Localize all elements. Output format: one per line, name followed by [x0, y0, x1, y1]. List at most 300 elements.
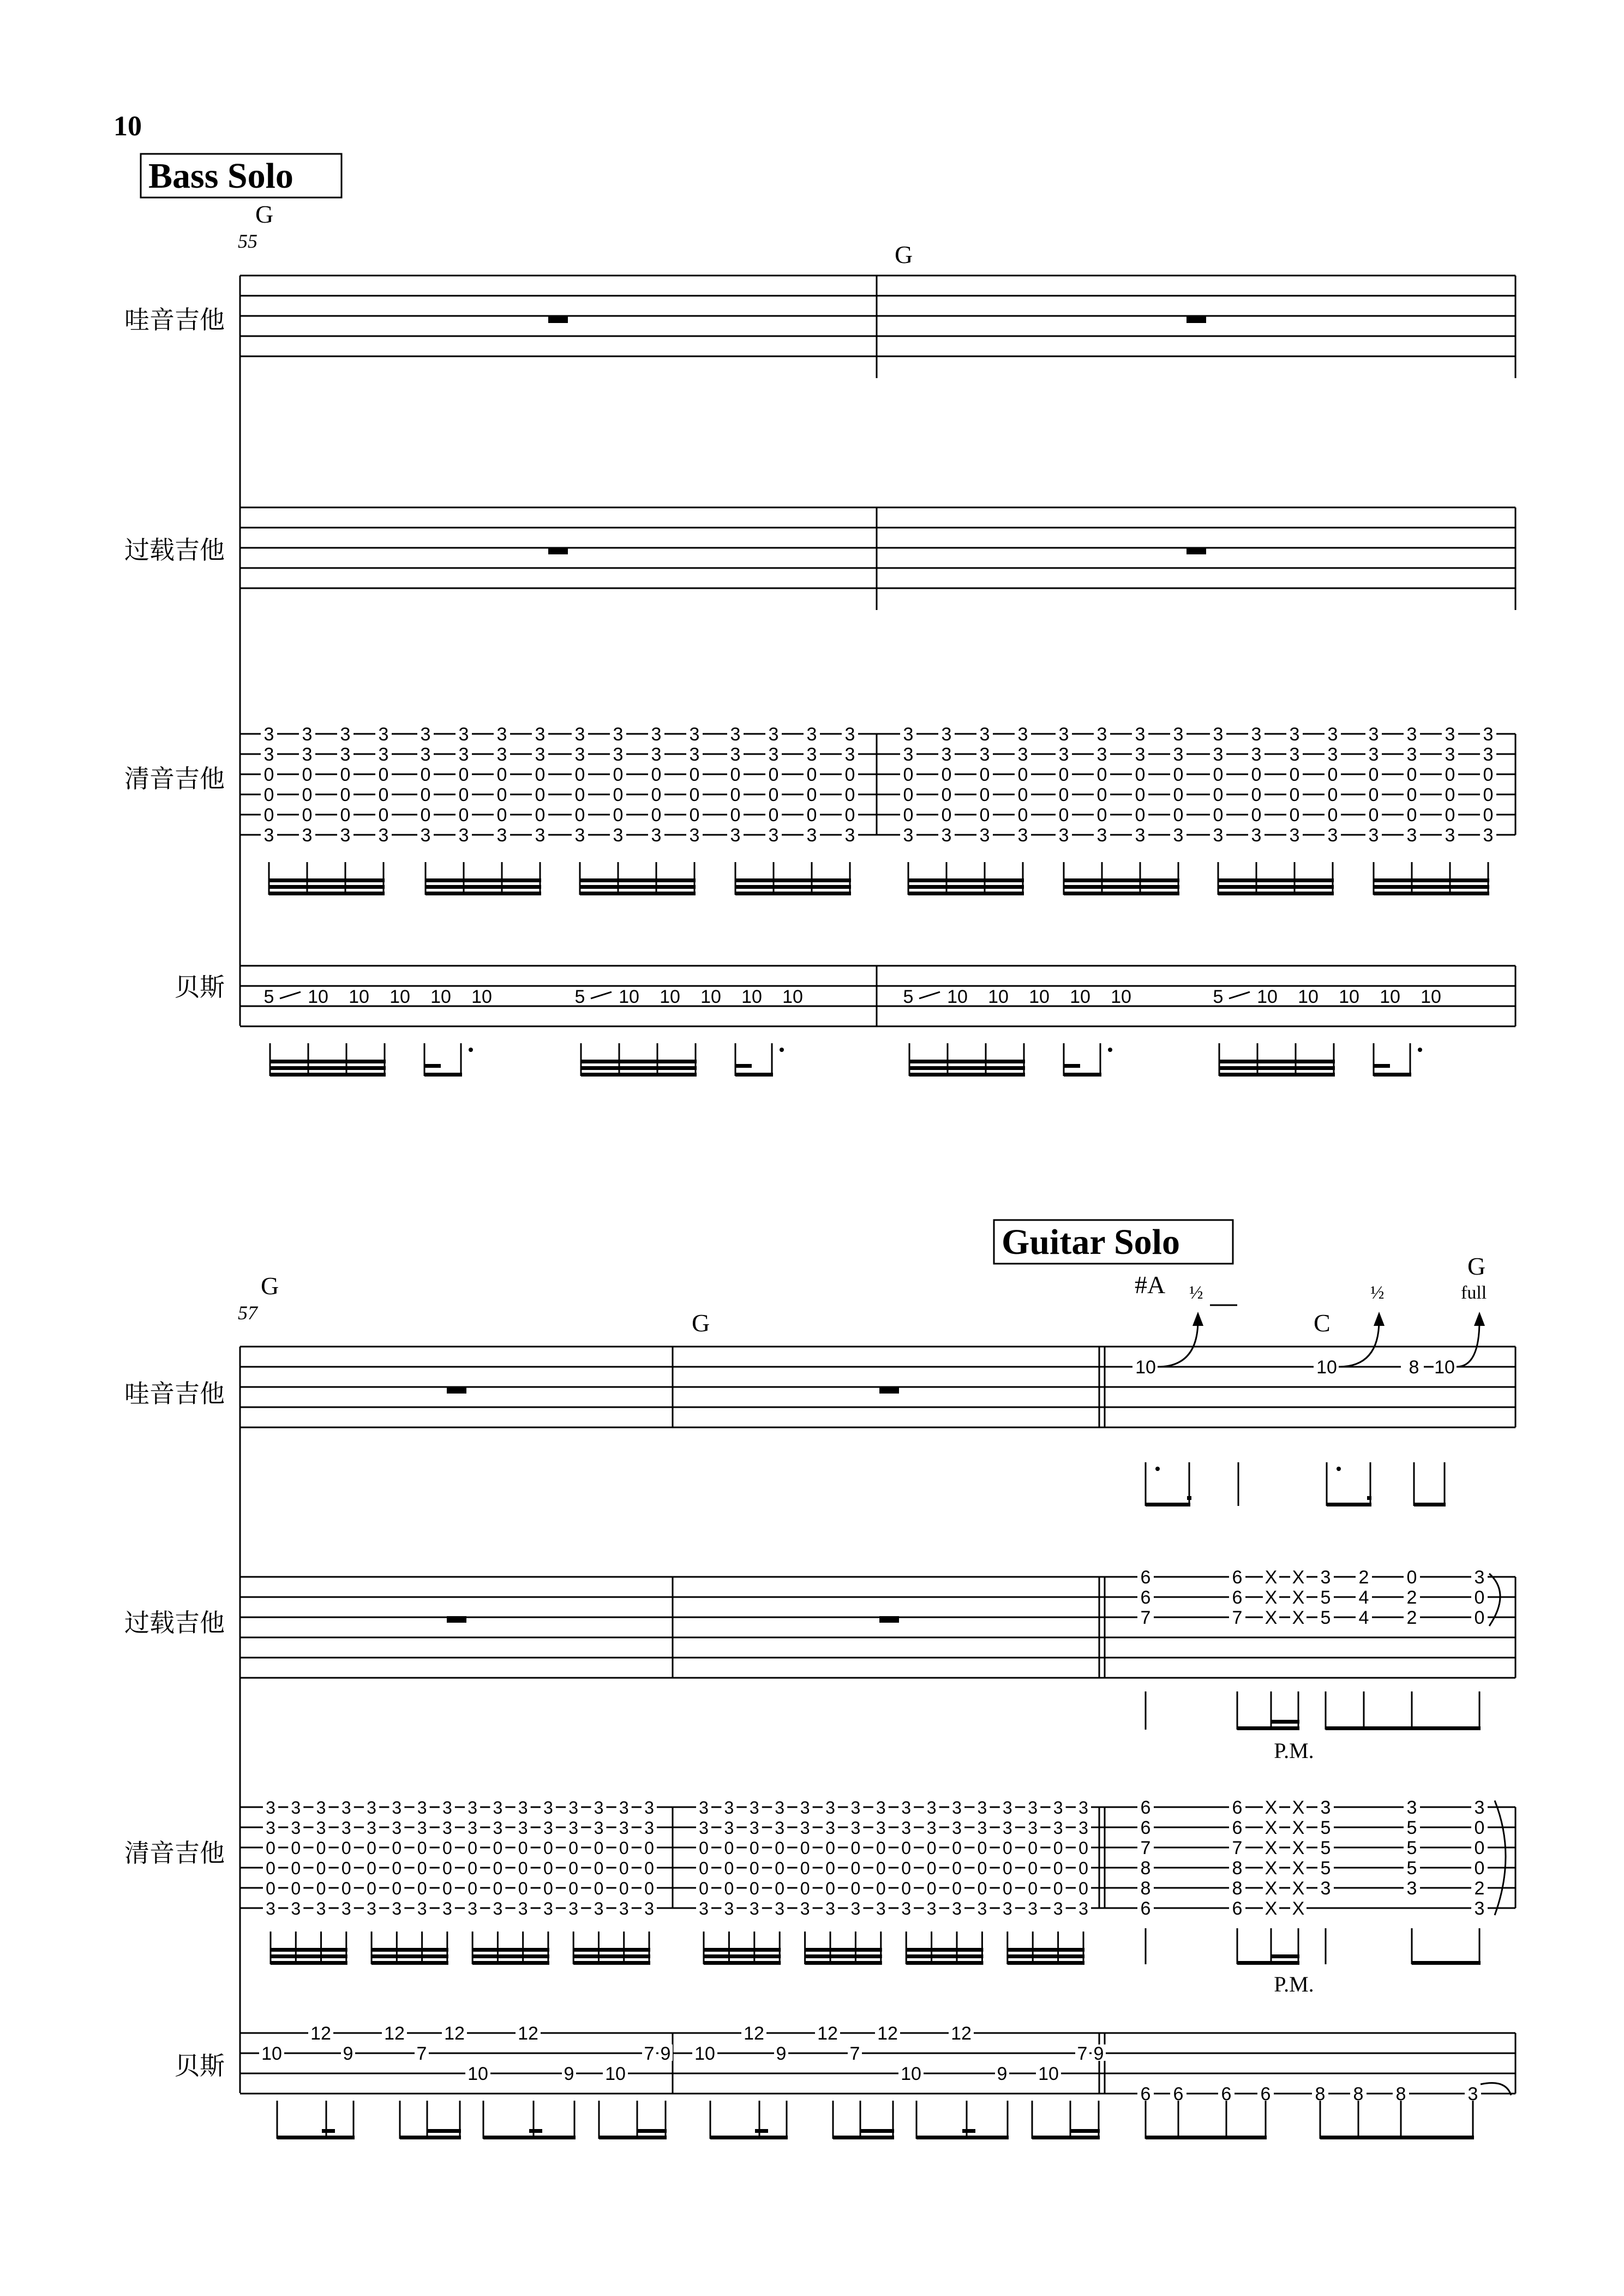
- fret-number: 3: [316, 1899, 326, 1918]
- bend-label: full: [1461, 1283, 1487, 1303]
- system-1: [124, 154, 1515, 1077]
- fret-number: 3: [775, 1798, 785, 1817]
- fret-number: 0: [568, 1879, 579, 1898]
- fret-number: 8: [1409, 1357, 1419, 1378]
- note-beam: [400, 2136, 461, 2139]
- fret-number: 0: [1135, 764, 1146, 785]
- fret-number: 12: [951, 2023, 972, 2044]
- fret-number: 0: [1078, 1838, 1088, 1858]
- fret-number: 3: [903, 744, 914, 765]
- fret-number: 0: [420, 785, 431, 805]
- fret-number: 0: [1474, 1587, 1485, 1608]
- fret-number: 3: [518, 1899, 528, 1918]
- fret-number: 0: [1406, 1567, 1417, 1588]
- fret-number: 3: [979, 744, 990, 765]
- note-beam: [1374, 1064, 1390, 1068]
- fret-number: 10: [349, 986, 369, 1007]
- fret-number: 10: [1339, 986, 1359, 1007]
- fret-number: 3: [1213, 825, 1224, 846]
- fret-number: 0: [392, 1838, 402, 1858]
- fret-number: 3: [1173, 724, 1184, 745]
- measure-rest: [879, 1616, 899, 1623]
- note-beam: [962, 2129, 975, 2133]
- note-beam: [271, 1961, 347, 1965]
- fret-number: 3: [367, 1899, 376, 1918]
- fret-number: 7: [1140, 1838, 1151, 1858]
- fret-number: 3: [263, 724, 274, 745]
- note-beam: [1032, 2136, 1100, 2139]
- fret-number: 3: [749, 1818, 759, 1838]
- note-beam: [573, 1961, 650, 1965]
- fret-number: X: [1292, 1878, 1305, 1899]
- fret-number: 0: [1483, 805, 1494, 826]
- fret-number: 12: [444, 2023, 465, 2044]
- fret-number: 10: [660, 986, 680, 1007]
- fret-number: 3: [568, 1818, 579, 1838]
- fret-number: 3: [594, 1899, 604, 1918]
- fret-number: 3: [316, 1798, 326, 1817]
- fret-number: 0: [316, 1879, 326, 1898]
- fret-number: 0: [594, 1858, 604, 1878]
- fret-number: 0: [493, 1838, 503, 1858]
- fret-number: X: [1265, 1838, 1278, 1858]
- fret-number: 3: [1445, 744, 1455, 765]
- fret-number: 3: [302, 825, 313, 846]
- note-beam: [833, 2136, 894, 2139]
- fret-number: X: [1292, 1858, 1305, 1879]
- note-beam: [1367, 1496, 1371, 1500]
- fret-number: 0: [1406, 785, 1417, 805]
- fret-number: 12: [310, 2023, 331, 2044]
- fret-number: 0: [543, 1838, 553, 1858]
- fret-number: 3: [800, 1899, 810, 1918]
- dot: [1155, 1467, 1160, 1471]
- bend-arrow-head: [1474, 1312, 1485, 1326]
- fret-number: 3: [468, 1899, 478, 1918]
- note-beam: [1219, 1066, 1335, 1070]
- fret-number: 0: [302, 805, 313, 826]
- fret-number: 0: [493, 1879, 503, 1898]
- fret-number: 0: [977, 1858, 987, 1878]
- fret-number: 3: [1406, 744, 1417, 765]
- fret-number: 0: [1368, 764, 1379, 785]
- note-beam: [573, 1954, 650, 1958]
- fret-number: 0: [316, 1838, 326, 1858]
- fret-number: 0: [977, 1879, 987, 1898]
- fret-number: 0: [1028, 1838, 1038, 1858]
- fret-number: 5: [1320, 1607, 1331, 1628]
- note-beam: [1064, 878, 1179, 882]
- fret-number: 3: [844, 724, 855, 745]
- measure-rest: [447, 1616, 466, 1623]
- note-beam: [580, 892, 696, 895]
- fret-number: 5: [1213, 986, 1224, 1007]
- fret-number: 3: [1002, 1899, 1012, 1918]
- fret-number: 6: [1173, 2084, 1184, 2104]
- fret-number: 6: [1232, 1567, 1243, 1588]
- note-beam: [424, 1064, 441, 1068]
- note-beam: [1219, 1060, 1335, 1063]
- fret-number: 3: [1251, 744, 1262, 765]
- fret-number: 3: [1078, 1798, 1088, 1817]
- fret-number: 0: [850, 1879, 861, 1898]
- fret-number: 3: [493, 1818, 503, 1838]
- note-beam: [1008, 1954, 1084, 1958]
- fret-number: 0: [979, 764, 990, 785]
- fret-number: 6: [1260, 2084, 1271, 2104]
- fret-number: 3: [903, 724, 914, 745]
- palm-mute-label: P.M.: [1274, 1972, 1314, 1996]
- note-beam: [426, 878, 541, 882]
- fret-number: 0: [952, 1838, 962, 1858]
- fret-number: 0: [468, 1838, 478, 1858]
- note-beam: [735, 878, 851, 882]
- bend-arrow-head: [1374, 1312, 1385, 1326]
- note-beam: [916, 2136, 1009, 2139]
- fret-number: 0: [594, 1879, 604, 1898]
- fret-number: 0: [1251, 805, 1262, 826]
- note-beam: [908, 892, 1024, 895]
- fret-number: 10: [700, 986, 721, 1007]
- note-beam: [1237, 1961, 1299, 1965]
- fret-number: 0: [749, 1879, 759, 1898]
- note-beam: [472, 1954, 549, 1958]
- fret-number: 3: [1017, 825, 1028, 846]
- measure-rest: [447, 1387, 466, 1394]
- fret-number: 0: [768, 805, 779, 826]
- fret-number: 0: [844, 764, 855, 785]
- fret-number: 0: [378, 764, 389, 785]
- fret-number: 0: [1445, 785, 1455, 805]
- fret-number: 3: [1213, 724, 1224, 745]
- fret-number: 10: [1421, 986, 1441, 1007]
- fret-number: 3: [442, 1798, 452, 1817]
- fret-number: 3: [724, 1899, 734, 1918]
- fret-number: 3: [266, 1798, 275, 1817]
- fret-number: 0: [496, 764, 507, 785]
- fret-number: 10: [1029, 986, 1050, 1007]
- fret-number: 10: [619, 986, 639, 1007]
- fret-number: 3: [768, 724, 779, 745]
- note-beam: [581, 1066, 697, 1070]
- fret-number: 0: [876, 1879, 886, 1898]
- fret-number: 3: [689, 825, 700, 846]
- fret-number: 0: [1474, 1607, 1485, 1628]
- fret-number: 3: [1251, 825, 1262, 846]
- fret-number: 3: [619, 1899, 629, 1918]
- fret-number: 0: [775, 1838, 785, 1858]
- bend-arrow: [1339, 1320, 1379, 1367]
- fret-number: 3: [1173, 744, 1184, 765]
- fret-number: 0: [1053, 1838, 1063, 1858]
- fret-number: 3: [543, 1798, 553, 1817]
- fret-number: 3: [302, 744, 313, 765]
- fret-number: 3: [1327, 744, 1338, 765]
- fret-number: 3: [378, 724, 389, 745]
- note-beam: [269, 878, 385, 882]
- fret-number: 3: [1173, 825, 1184, 846]
- note-beam: [1219, 1073, 1335, 1077]
- note-beam: [269, 892, 385, 895]
- measure-number: 57: [238, 1302, 257, 1324]
- fret-number: X: [1265, 1898, 1278, 1919]
- tie-mark: [1489, 1574, 1500, 1626]
- fret-number: 3: [1320, 1797, 1331, 1818]
- fret-number: X: [1265, 1858, 1278, 1879]
- fret-number: 10: [1070, 986, 1090, 1007]
- fret-number: 7: [849, 2043, 860, 2064]
- note-beam: [1146, 1503, 1190, 1506]
- note-beam: [472, 1961, 549, 1965]
- fret-number: 3: [1251, 724, 1262, 745]
- fret-number: 0: [1002, 1838, 1012, 1858]
- chord-symbol: G: [895, 241, 913, 268]
- fret-number: 3: [535, 724, 546, 745]
- bend-arrow: [1158, 1320, 1198, 1367]
- fret-number: 3: [768, 744, 779, 765]
- system-2: [124, 1220, 1515, 2139]
- fret-number: 3: [1078, 1899, 1088, 1918]
- note-beam: [271, 1954, 347, 1958]
- fret-number: 3: [1474, 1898, 1485, 1919]
- note-beam: [1146, 2136, 1267, 2139]
- note-beam: [1320, 2136, 1474, 2139]
- fret-number: 0: [613, 805, 624, 826]
- fret-number: 0: [468, 1879, 478, 1898]
- fret-number: 0: [651, 785, 662, 805]
- fret-number: 6: [1232, 1898, 1243, 1919]
- note-beam: [1218, 892, 1334, 895]
- fret-number: 3: [825, 1818, 835, 1838]
- fret-number: 3: [1406, 1797, 1417, 1818]
- fret-number: 3: [1289, 744, 1300, 765]
- fret-number: 0: [291, 1838, 301, 1858]
- chord-symbol: C: [1314, 1309, 1331, 1337]
- fret-number: 0: [574, 785, 585, 805]
- fret-number: 10: [694, 2043, 715, 2064]
- note-beam: [704, 1961, 781, 1965]
- fret-number: 3: [1053, 1798, 1063, 1817]
- fret-number: 3: [1096, 744, 1107, 765]
- fret-number: 3: [613, 744, 624, 765]
- fret-number: 0: [367, 1838, 376, 1858]
- fret-number: 0: [1173, 785, 1184, 805]
- fret-number: 5: [1406, 1858, 1417, 1879]
- fret-number: 3: [518, 1798, 528, 1817]
- dot: [1418, 1048, 1422, 1052]
- note-beam: [371, 1948, 448, 1952]
- fret-number: 3: [442, 1818, 452, 1838]
- fret-number: X: [1292, 1817, 1305, 1838]
- fret-number: 0: [420, 764, 431, 785]
- fret-number: 0: [876, 1858, 886, 1878]
- fret-number: X: [1292, 1797, 1305, 1818]
- fret-number: 3: [574, 825, 585, 846]
- fret-number: 3: [574, 724, 585, 745]
- fret-number: 3: [341, 1798, 351, 1817]
- tie-mark: [1495, 1801, 1506, 1915]
- fret-number: 6: [1140, 1567, 1151, 1588]
- fret-number: 12: [384, 2023, 405, 2044]
- fret-number: 0: [574, 764, 585, 785]
- fret-number: 10: [782, 986, 803, 1007]
- fret-number: 0: [417, 1879, 427, 1898]
- fret-number: 0: [1017, 764, 1028, 785]
- fret-number: X: [1265, 1817, 1278, 1838]
- instrument-name: 哇音吉他: [124, 1379, 225, 1408]
- fret-number: 3: [825, 1899, 835, 1918]
- chord-symbol: G: [1467, 1252, 1486, 1280]
- slide-mark: [919, 992, 940, 998]
- fret-number: 2: [1406, 1607, 1417, 1628]
- fret-number: 0: [417, 1838, 427, 1858]
- fret-number: 3: [468, 1798, 478, 1817]
- fret-number: 0: [613, 764, 624, 785]
- system-1-staves: [124, 276, 1515, 1077]
- fret-number: 3: [468, 1818, 478, 1838]
- fret-number: 3: [644, 1798, 654, 1817]
- fret-number: 10: [1298, 986, 1319, 1007]
- fret-number: 3: [926, 1798, 937, 1817]
- fret-number: 0: [952, 1879, 962, 1898]
- fret-number: 0: [1474, 1838, 1485, 1858]
- fret-number: 0: [903, 764, 914, 785]
- fret-number: 3: [442, 1899, 452, 1918]
- fret-number: 0: [901, 1879, 912, 1898]
- note-beam: [1271, 1954, 1299, 1958]
- fret-number: 3: [1058, 825, 1069, 846]
- fret-number: 0: [1327, 764, 1338, 785]
- fret-number: 5: [1406, 1838, 1417, 1858]
- bend-label: ½: [1370, 1283, 1385, 1303]
- fret-number: 3: [876, 1798, 886, 1817]
- fret-number: 0: [850, 1838, 861, 1858]
- fret-number: 0: [1078, 1858, 1088, 1878]
- fret-number: 3: [619, 1818, 629, 1838]
- fret-number: 3: [850, 1899, 861, 1918]
- fret-number: 3: [1002, 1798, 1012, 1817]
- fret-number: 0: [340, 805, 351, 826]
- fret-number: 3: [844, 825, 855, 846]
- dot: [780, 1048, 784, 1052]
- fret-number: 3: [594, 1798, 604, 1817]
- fret-number: 3: [1058, 724, 1069, 745]
- slide-mark: [1229, 992, 1250, 998]
- fret-number: 3: [496, 744, 507, 765]
- fret-number: 0: [378, 805, 389, 826]
- fret-number: 3: [458, 825, 469, 846]
- fret-number: 0: [903, 785, 914, 805]
- fret-number: 3: [266, 1899, 275, 1918]
- note-beam: [1218, 885, 1334, 889]
- fret-number: 0: [1289, 805, 1300, 826]
- fret-number: 3: [574, 744, 585, 765]
- fret-number: 0: [518, 1858, 528, 1878]
- fret-number: 3: [926, 1818, 937, 1838]
- note-beam: [909, 1073, 1025, 1077]
- fret-number: 6: [1232, 1587, 1243, 1608]
- fret-number: 8: [1395, 2084, 1406, 2104]
- section-label-bass-solo: Bass Solo: [148, 156, 293, 196]
- fret-number: 0: [1251, 785, 1262, 805]
- fret-number: 3: [844, 744, 855, 765]
- fret-number: 0: [266, 1838, 275, 1858]
- fret-number: 0: [442, 1838, 452, 1858]
- fret-number: 3: [1289, 825, 1300, 846]
- fret-number: 0: [392, 1858, 402, 1878]
- fret-number: X: [1292, 1607, 1305, 1628]
- fret-number: 3: [941, 825, 952, 846]
- fret-number: 9: [343, 2043, 353, 2064]
- fret-number: 3: [367, 1798, 376, 1817]
- fret-number: 0: [496, 785, 507, 805]
- fret-number: 3: [926, 1899, 937, 1918]
- fret-number: 0: [619, 1838, 629, 1858]
- fret-number: 3: [876, 1899, 886, 1918]
- fret-number: 3: [1483, 724, 1494, 745]
- fret-number: 6: [1140, 1817, 1151, 1838]
- fret-number: 0: [1213, 764, 1224, 785]
- fret-number: 6: [1232, 1817, 1243, 1838]
- note-beam: [908, 885, 1024, 889]
- fret-number: 0: [1213, 805, 1224, 826]
- fret-number: 0: [1474, 1817, 1485, 1838]
- note-beam: [371, 1961, 448, 1965]
- fret-number: 3: [651, 825, 662, 846]
- fret-number: 3: [850, 1818, 861, 1838]
- fret-number: 3: [806, 744, 817, 765]
- note-beam: [581, 1073, 697, 1077]
- fret-number: 3: [1320, 1567, 1331, 1588]
- fret-number: 3: [420, 825, 431, 846]
- fret-number: 3: [1327, 825, 1338, 846]
- note-beam: [1374, 885, 1489, 889]
- fret-number: 6: [1140, 1797, 1151, 1818]
- fret-number: 6: [1140, 1587, 1151, 1608]
- note-beam: [580, 885, 696, 889]
- fret-number: 0: [977, 1838, 987, 1858]
- note-beam: [906, 1954, 983, 1958]
- fret-number: 0: [730, 805, 741, 826]
- fret-number: 12: [877, 2023, 898, 2044]
- note-beam: [1271, 1720, 1299, 1724]
- fret-number: 3: [417, 1899, 427, 1918]
- fret-number: 0: [1483, 764, 1494, 785]
- fret-number: 5: [263, 986, 274, 1007]
- fret-number: 0: [594, 1838, 604, 1858]
- fret-number: 3: [806, 825, 817, 846]
- note-beam: [908, 878, 1024, 882]
- fret-number: 0: [689, 764, 700, 785]
- fret-number: 0: [442, 1879, 452, 1898]
- note-beam: [277, 2136, 355, 2139]
- fret-number: 0: [1173, 764, 1184, 785]
- fret-number: 0: [941, 805, 952, 826]
- palm-mute-label: P.M.: [1274, 1738, 1314, 1763]
- fret-number: 3: [775, 1818, 785, 1838]
- fret-number: 10: [1380, 986, 1400, 1007]
- fret-number: 0: [367, 1858, 376, 1878]
- fret-number: 0: [1289, 785, 1300, 805]
- fret-number: 0: [850, 1858, 861, 1878]
- fret-number: X: [1265, 1587, 1278, 1608]
- fret-number: 3: [291, 1798, 301, 1817]
- note-beam: [735, 892, 851, 895]
- measure-rest: [548, 548, 568, 554]
- fret-number: 2: [1474, 1878, 1485, 1899]
- note-beam: [581, 1060, 697, 1063]
- fret-number: 3: [1445, 724, 1455, 745]
